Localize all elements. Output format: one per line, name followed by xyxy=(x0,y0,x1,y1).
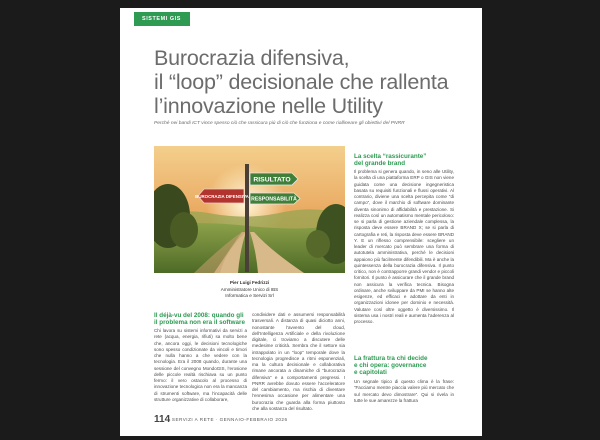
sign-top-label: RISULTATO xyxy=(253,176,291,184)
sign-right-label: RESPONSABILITÀ xyxy=(251,196,297,203)
col2-body xyxy=(252,312,345,410)
col3-body-1 xyxy=(354,169,454,352)
col3-paragraph-1: Il problema si genera quando, in seno alle Utility, la scelta di una piattaforma ERP o GIS non viene guidata come una decisione ingegneristica basata su requisiti funzionali e flussi operativi. Al contrario, diviene una scelta percepita come “di campo”, dove il marchio di software dominante diventa sinonimo di affidabilità e prestazione. Si realizza così un automatismo mentale pericoloso: se si parla di gestione aziendale complessa, la risposta deve essere BRAND X; se si parla di cartografia e reti, la risposta deve essere BRAND Y. E un riflesso comprensibile: scegliere un leader di mercato può sembrare una forma di autotutela amministrativa, perché le decisioni appaiono più facilmente difendibili. Ma è anche la quintessenza della burocrazia difensiva. Il punto critico, non è contrapporre grandi vendor e piccoli fornitori. Il punto è assicurare che il grande brand non assicura la verifica tecnica. Bisogna ordinare, anche sviluppare da PMI se hanno alte esigenze, ed efficaci e adottare da enti in organizzazioni idonee per dominio e necessità. Valutare così oltre oggetto è diversissimo. Il sistema usa i nostri reali e aumenta l’aderenza al processo. xyxy=(354,169,454,324)
col1-heading-line1: Il déjà-vu del 2008: quando gli xyxy=(154,312,244,319)
article-photo xyxy=(154,146,345,273)
col3-heading1-line2: del grande brand xyxy=(354,160,406,168)
author-caption xyxy=(154,280,345,300)
author-name: Pier Luigi Fedrizzi xyxy=(229,280,270,285)
sign-left-label: BUROCRAZIA DIFENSIVA xyxy=(195,194,249,200)
col3-heading1-line1: La scelta “rassicurante” xyxy=(354,153,427,160)
section-tag: SISTEMI GIS xyxy=(134,12,190,26)
page-number: 114 xyxy=(154,414,171,425)
magazine-info: SERVIZI A RETE · GENNAIO-FEBBRAIO 2026 xyxy=(171,417,288,422)
crossroads-illustration xyxy=(154,146,345,273)
author-role-2: Informatica e Servizi Srl xyxy=(225,293,274,298)
col3-heading2-line3: e capitolati xyxy=(354,369,387,377)
title-line-3: l’innovazione nelle Utility xyxy=(154,94,383,118)
article-title xyxy=(154,46,474,118)
col3-heading-2 xyxy=(354,355,454,377)
title-line-2: il “loop” decisionale che rallenta xyxy=(154,70,449,94)
col3-heading2-line2: e chi opera: governance xyxy=(354,362,427,370)
col3-heading2-line1: La frattura tra chi decide xyxy=(354,355,428,362)
col3-paragraph-2: Un segnale tipico di questo clima è la frase: “Facciamo mentre piaccia valere più mercato che sul mercato devo dimostrare”. Qui si rivela in tutte le sue amarezze la frattura xyxy=(354,379,454,403)
article-subtitle: Perché nei bandi ICT vince spesso ciò che rassicura più di ciò che funziona e come riallineare gli obiettivi del PNRR xyxy=(154,121,405,126)
col1-heading xyxy=(154,312,247,326)
page-footer xyxy=(154,414,288,425)
title-line-1: Burocrazia difensiva, xyxy=(154,46,350,70)
col3-heading-1 xyxy=(354,153,454,167)
col3-body-2 xyxy=(354,379,454,410)
col2-paragraph: condividere dati e assumersi responsabilità trasversali. A distanza di quasi diciotto anni, nonostante l’avvento del cloud, dell’Intelligenza Artificiale e della rivoluzione digitale, ci troviamo a discutere delle medesime criticità. Sembra che il settore sia intrappolato in un “loop” temporale dove la tecnologia progredisce a ritmi esponenziali, ma la cultura decisionale e collaborativa rimane ancorata a dinamiche di “burocrazia difensiva” e a comportamenti pregressi. I PNRR avrebbe dovuto essere l’acceleratore del cambiamento, ma rischia di diventare l’ennesima occasione per alimentare una burocrazia che guarda alla forma piuttosto che alla sostanza del risultato. xyxy=(252,312,345,410)
magazine-page xyxy=(120,8,482,436)
col1-body xyxy=(154,328,247,410)
author-role-1: Amministratore Unico di IBS xyxy=(220,286,279,292)
col1-heading-line2: il problema non era il software xyxy=(154,319,245,327)
col1-paragraph: Chi lavora su sistemi informativi da servizi a rete (acqua, energia, rifiuti) sa molto bene che, ancora oggi, le decisioni tecnologiche sono spesso condizionate da vincoli e timori che nulla hanno a che vedere con la tecnologia. Era il 2008 quando, durante una sessione del convegno MondoGIS, l’erosione delle piccole realtà rischiava su un punto fermo: il vero ostacolo al processo di innovazione tecnologica non era la mancanza di strumenti software, ma l’incapacità delle strutture organizzative di collaborare, xyxy=(154,328,247,402)
